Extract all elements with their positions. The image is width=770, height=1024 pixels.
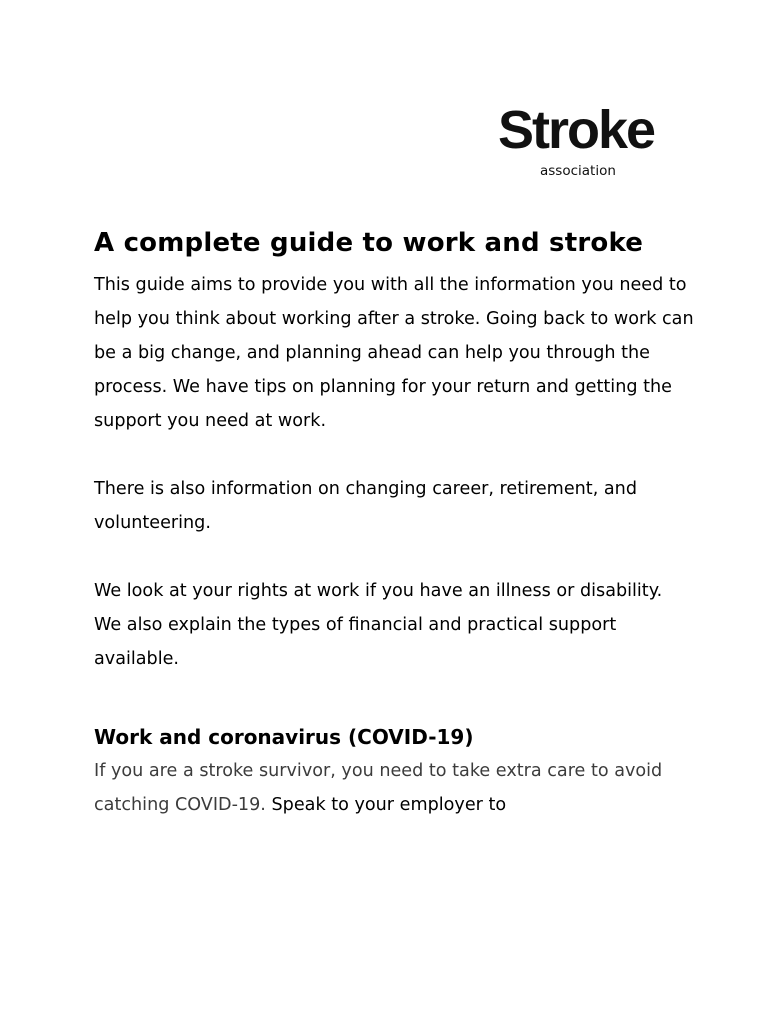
section-heading-covid: Work and coronavirus (COVID-19) xyxy=(94,725,474,749)
intro-paragraph-1: This guide aims to provide you with all the information you need to help you think about working after a stroke. Going back to work can be a big change, and planning ahead can help you through the process. We have tips on planning for your return and getting the support you need at work. xyxy=(94,275,694,431)
section-paragraph-covid xyxy=(94,754,694,822)
logo-wordmark: Stroke xyxy=(498,100,655,160)
covid-text-part1: If you are a stroke survivor, you need to take extra care to avoid catching COVID-19. xyxy=(94,761,663,815)
intro-paragraph-3: We look at your rights at work if you have an illness or disability. We also explain the types of financial and practical support available. xyxy=(94,581,663,669)
stroke-association-logo xyxy=(496,96,686,186)
logo-subtitle: association xyxy=(540,163,616,179)
document-body xyxy=(94,218,694,822)
covid-text-part2: Speak to your employer to xyxy=(271,795,507,815)
intro-paragraph-2: There is also information on changing career, retirement, and volunteering. xyxy=(94,479,637,533)
page-title: A complete guide to work and stroke xyxy=(94,228,644,258)
